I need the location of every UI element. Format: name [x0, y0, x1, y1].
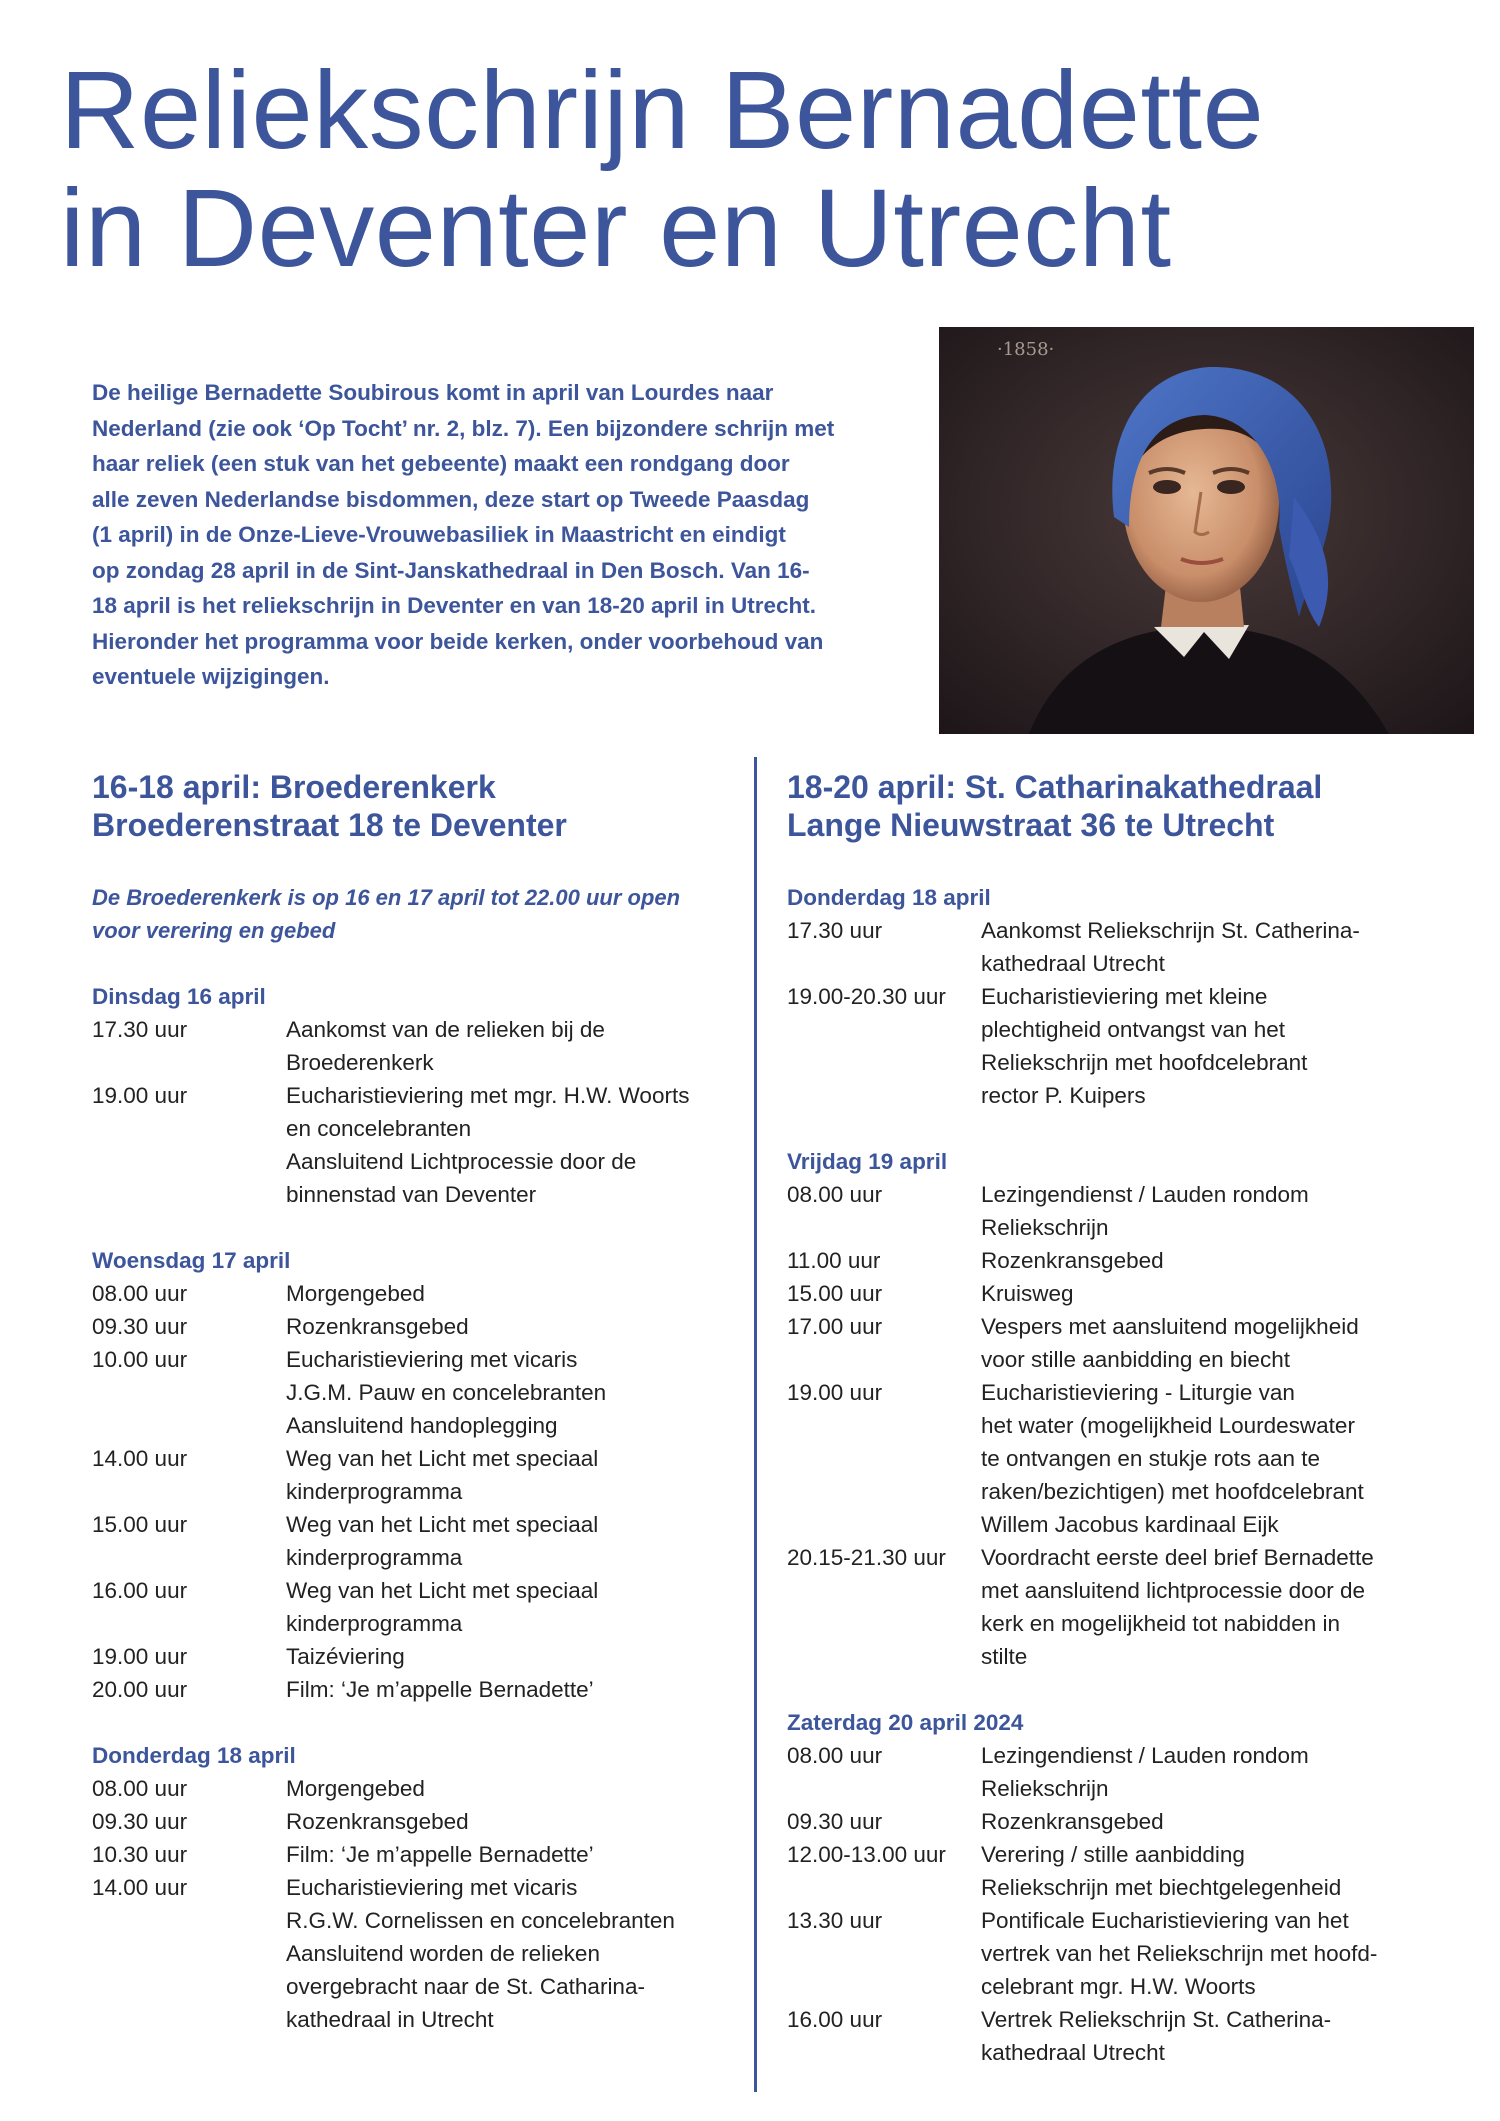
utrecht-schedule	[787, 881, 1467, 2069]
description-line: Aankomst Reliekschrijn St. Catherina-	[981, 918, 1360, 943]
entry-description	[981, 980, 1467, 1112]
description-line: Eucharistieviering met mgr. H.W. Woorts	[286, 1083, 690, 1108]
intro-line: eventuele wijzigingen.	[92, 664, 330, 689]
description-line: kathedraal in Utrecht	[286, 2007, 494, 2032]
deventer-schedule	[92, 980, 732, 2036]
entry-time: 09.30 uur	[92, 1809, 188, 1834]
description-line: met aansluitend lichtprocessie door de	[981, 1578, 1365, 1603]
entry-time: 13.30 uur	[787, 1908, 883, 1933]
entry-time: 17.00 uur	[787, 1314, 883, 1339]
entry-description	[981, 1178, 1467, 1244]
day-heading: Donderdag 18 april	[92, 1743, 296, 1768]
schedule-entry	[787, 1904, 1467, 2003]
entry-description	[286, 1277, 732, 1310]
entry-description	[981, 2003, 1467, 2069]
entry-time: 16.00 uur	[787, 2007, 883, 2032]
intro-line: alle zeven Nederlandse bisdommen, deze start op Tweede Paasdag	[92, 486, 810, 512]
entry-description	[981, 1904, 1467, 2003]
day-heading: Zaterdag 20 april 2024	[787, 1710, 1024, 1735]
schedule-entry	[787, 1805, 1467, 1838]
entry-time: 16.00 uur	[92, 1578, 188, 1603]
description-line: Taizéviering	[286, 1644, 405, 1669]
description-line: Vespers met aansluitend mogelijkheid	[981, 1314, 1359, 1339]
entry-time: 20.00 uur	[92, 1677, 188, 1702]
entry-description	[286, 1772, 732, 1805]
intro-line: 18 april is het reliekschrijn in Deventer en van 18-20 april in Utrecht.	[92, 593, 817, 618]
description-line: Verering / stille aanbidding	[981, 1842, 1245, 1867]
description-line: Pontificale Eucharistieviering van het	[981, 1908, 1349, 1933]
entry-description	[981, 1376, 1467, 1541]
description-line: Rozenkransgebed	[981, 1809, 1164, 1834]
day-heading: Donderdag 18 april	[787, 885, 991, 910]
description-line: Eucharistieviering - Liturgie van	[981, 1380, 1295, 1405]
entry-description	[286, 1871, 732, 2036]
schedule-entry	[92, 1442, 732, 1508]
note-line: De Broederenkerk is op 16 en 17 april tot 22.00 uur open	[92, 885, 681, 910]
entry-time: 15.00 uur	[92, 1512, 188, 1537]
intro-line: (1 april) in de Onze-Lieve-Vrouwebasiliek in Maastricht en eindigt	[92, 522, 786, 547]
description-line: Morgengebed	[286, 1281, 425, 1306]
description-line: Rozenkransgebed	[286, 1314, 469, 1339]
entry-description	[286, 1574, 732, 1640]
description-line: plechtigheid ontvangst van het	[981, 1017, 1285, 1042]
entry-description	[286, 1310, 732, 1343]
schedule-entry	[787, 1376, 1467, 1541]
entry-time: 14.00 uur	[92, 1875, 188, 1900]
schedule-entry	[92, 1805, 732, 1838]
intro-line: haar reliek (een stuk van het gebeente) maakt een rondgang door	[92, 451, 790, 476]
description-line: Voordracht eerste deel brief Bernadette	[981, 1545, 1374, 1570]
entry-time: 08.00 uur	[787, 1182, 883, 1207]
deventer-program	[92, 768, 732, 2036]
schedule-entry	[92, 1277, 732, 1310]
utrecht-program	[787, 768, 1467, 2069]
entry-time: 19.00 uur	[92, 1083, 188, 1108]
entry-time: 19.00 uur	[787, 1380, 883, 1405]
entry-time: 11.00 uur	[787, 1248, 881, 1273]
entry-description	[981, 1838, 1467, 1904]
intro-line: Nederland (zie ook ‘Op Tocht’ nr. 2, blz. 7). Een bijzondere schrijn met	[92, 415, 835, 441]
entry-time: 08.00 uur	[92, 1776, 188, 1801]
day-heading: Vrijdag 19 april	[787, 1149, 948, 1174]
description-line: kathedraal Utrecht	[981, 2040, 1165, 2065]
entry-description	[981, 914, 1467, 980]
entry-description	[981, 1541, 1467, 1673]
description-line: Eucharistieviering met kleine	[981, 984, 1268, 1009]
description-line: Kruisweg	[981, 1281, 1074, 1306]
entry-description	[286, 1673, 732, 1706]
portrait-inscription: ·1858·	[997, 339, 1055, 360]
description-line: Weg van het Licht met speciaal	[286, 1578, 599, 1603]
schedule-entry	[787, 1739, 1467, 1805]
schedule-entry	[787, 1244, 1467, 1277]
entry-time: 10.00 uur	[92, 1347, 188, 1372]
bernadette-portrait	[939, 327, 1474, 734]
schedule-entry	[787, 914, 1467, 980]
heading-line: Broederenstraat 18 te Deventer	[92, 807, 567, 843]
entry-description	[981, 1277, 1467, 1310]
entry-description	[286, 1079, 732, 1211]
description-line: stilte	[981, 1644, 1028, 1669]
description-line: kinderprogramma	[286, 1545, 463, 1570]
description-line: celebrant mgr. H.W. Woorts	[981, 1974, 1256, 1999]
entry-time: 09.30 uur	[787, 1809, 883, 1834]
schedule-entry	[92, 1772, 732, 1805]
entry-time: 09.30 uur	[92, 1314, 188, 1339]
entry-time: 19.00-20.30 uur	[787, 984, 946, 1009]
column-divider	[754, 757, 757, 2092]
description-line: Eucharistieviering met vicaris	[286, 1875, 578, 1900]
schedule-entry	[92, 1310, 732, 1343]
description-line: Aansluitend handoplegging	[286, 1413, 558, 1438]
heading-line: 16-18 april: Broederenkerk	[92, 769, 496, 805]
description-line: vertrek van het Reliekschrijn met hoofd-	[981, 1941, 1378, 1966]
entry-description	[981, 1310, 1467, 1376]
entry-description	[286, 1442, 732, 1508]
entry-description	[286, 1640, 732, 1673]
page-title	[60, 49, 1265, 290]
entry-time: 14.00 uur	[92, 1446, 188, 1471]
schedule-entry	[92, 1343, 732, 1442]
description-line: R.G.W. Cornelissen en concelebranten	[286, 1908, 675, 1933]
description-line: Aankomst van de relieken bij de	[286, 1017, 605, 1042]
heading-line: 18-20 april: St. Catharinakathedraal	[787, 769, 1323, 805]
schedule-entry	[787, 1178, 1467, 1244]
description-line: J.G.M. Pauw en concelebranten	[286, 1380, 607, 1405]
entry-time: 17.30 uur	[92, 1017, 188, 1042]
schedule-entry	[92, 1508, 732, 1574]
description-line: het water (mogelijkheid Lourdeswater	[981, 1413, 1355, 1438]
schedule-entry	[92, 1673, 732, 1706]
entry-description	[981, 1805, 1467, 1838]
entry-time: 17.30 uur	[787, 918, 883, 943]
title-line: in Deventer en Utrecht	[60, 167, 1172, 290]
entry-description	[981, 1244, 1467, 1277]
portrait-painting	[939, 327, 1474, 734]
description-line: overgebracht naar de St. Catharina-	[286, 1974, 645, 1999]
entry-time: 19.00 uur	[92, 1644, 188, 1669]
deventer-heading	[92, 768, 732, 844]
schedule-entry	[787, 980, 1467, 1112]
schedule-entry	[787, 1838, 1467, 1904]
schedule-entry	[92, 1640, 732, 1673]
entry-time: 08.00 uur	[787, 1743, 883, 1768]
intro-line: Hieronder het programma voor beide kerken, onder voorbehoud van	[92, 628, 824, 654]
entry-description	[286, 1805, 732, 1838]
description-line: en concelebranten	[286, 1116, 472, 1141]
description-line: Reliekschrijn	[981, 1215, 1109, 1240]
description-line: Rozenkransgebed	[286, 1809, 469, 1834]
description-line: Aansluitend Lichtprocessie door de	[286, 1149, 637, 1174]
schedule-entry	[92, 1838, 732, 1871]
description-line: Lezingendienst / Lauden rondom	[981, 1743, 1309, 1768]
description-line: kathedraal Utrecht	[981, 951, 1165, 976]
heading-line: Lange Nieuwstraat 36 te Utrecht	[787, 807, 1275, 843]
description-line: Reliekschrijn met biechtgelegenheid	[981, 1875, 1342, 1900]
entry-description	[286, 1013, 732, 1079]
entry-description	[286, 1508, 732, 1574]
schedule-entry	[787, 2003, 1467, 2069]
description-line: raken/bezichtigen) met hoofdcelebrant	[981, 1479, 1364, 1504]
entry-description	[286, 1343, 732, 1442]
description-line: rector P. Kuipers	[981, 1083, 1146, 1108]
description-line: te ontvangen en stukje rots aan te	[981, 1446, 1320, 1471]
description-line: Reliekschrijn met hoofdcelebrant	[981, 1050, 1308, 1075]
description-line: binnenstad van Deventer	[286, 1182, 537, 1207]
opening-note	[92, 881, 732, 947]
utrecht-heading	[787, 768, 1467, 844]
description-line: Film: ‘Je m’appelle Bernadette’	[286, 1677, 594, 1702]
schedule-entry	[787, 1310, 1467, 1376]
description-line: kinderprogramma	[286, 1479, 463, 1504]
description-line: Reliekschrijn	[981, 1776, 1109, 1801]
entry-time: 10.30 uur	[92, 1842, 188, 1867]
description-line: Vertrek Reliekschrijn St. Catherina-	[981, 2007, 1332, 2032]
description-line: Weg van het Licht met speciaal	[286, 1446, 599, 1471]
description-line: Eucharistieviering met vicaris	[286, 1347, 578, 1372]
description-line: Lezingendienst / Lauden rondom	[981, 1182, 1309, 1207]
day-heading: Woensdag 17 april	[92, 1248, 291, 1273]
description-line: Film: ‘Je m’appelle Bernadette’	[286, 1842, 594, 1867]
entry-time: 15.00 uur	[787, 1281, 883, 1306]
entry-description	[981, 1739, 1467, 1805]
description-line: kerk en mogelijkheid tot nabidden in	[981, 1611, 1340, 1636]
entry-time: 12.00-13.00 uur	[787, 1842, 946, 1867]
intro-paragraph	[92, 375, 892, 695]
description-line: Broederenkerk	[286, 1050, 434, 1075]
title-line: Reliekschrijn Bernadette	[60, 49, 1265, 172]
description-line: voor stille aanbidding en biecht	[981, 1347, 1290, 1372]
schedule-entry	[787, 1541, 1467, 1673]
description-line: kinderprogramma	[286, 1611, 463, 1636]
intro-line: De heilige Bernadette Soubirous komt in april van Lourdes naar	[92, 380, 774, 405]
schedule-entry	[92, 1871, 732, 2036]
schedule-entry	[92, 1013, 732, 1079]
description-line: Morgengebed	[286, 1776, 425, 1801]
note-line: voor verering en gebed	[92, 918, 336, 943]
description-line: Aansluitend worden de relieken	[286, 1941, 600, 1966]
schedule-entry	[787, 1277, 1467, 1310]
day-heading: Dinsdag 16 april	[92, 984, 266, 1009]
entry-time: 20.15-21.30 uur	[787, 1545, 946, 1570]
entry-time: 08.00 uur	[92, 1281, 188, 1306]
description-line: Willem Jacobus kardinaal Eijk	[981, 1512, 1279, 1537]
entry-description	[286, 1838, 732, 1871]
intro-line: op zondag 28 april in de Sint-Janskathedraal in Den Bosch. Van 16-	[92, 557, 810, 583]
schedule-entry	[92, 1574, 732, 1640]
description-line: Weg van het Licht met speciaal	[286, 1512, 599, 1537]
schedule-entry	[92, 1079, 732, 1211]
description-line: Rozenkransgebed	[981, 1248, 1164, 1273]
